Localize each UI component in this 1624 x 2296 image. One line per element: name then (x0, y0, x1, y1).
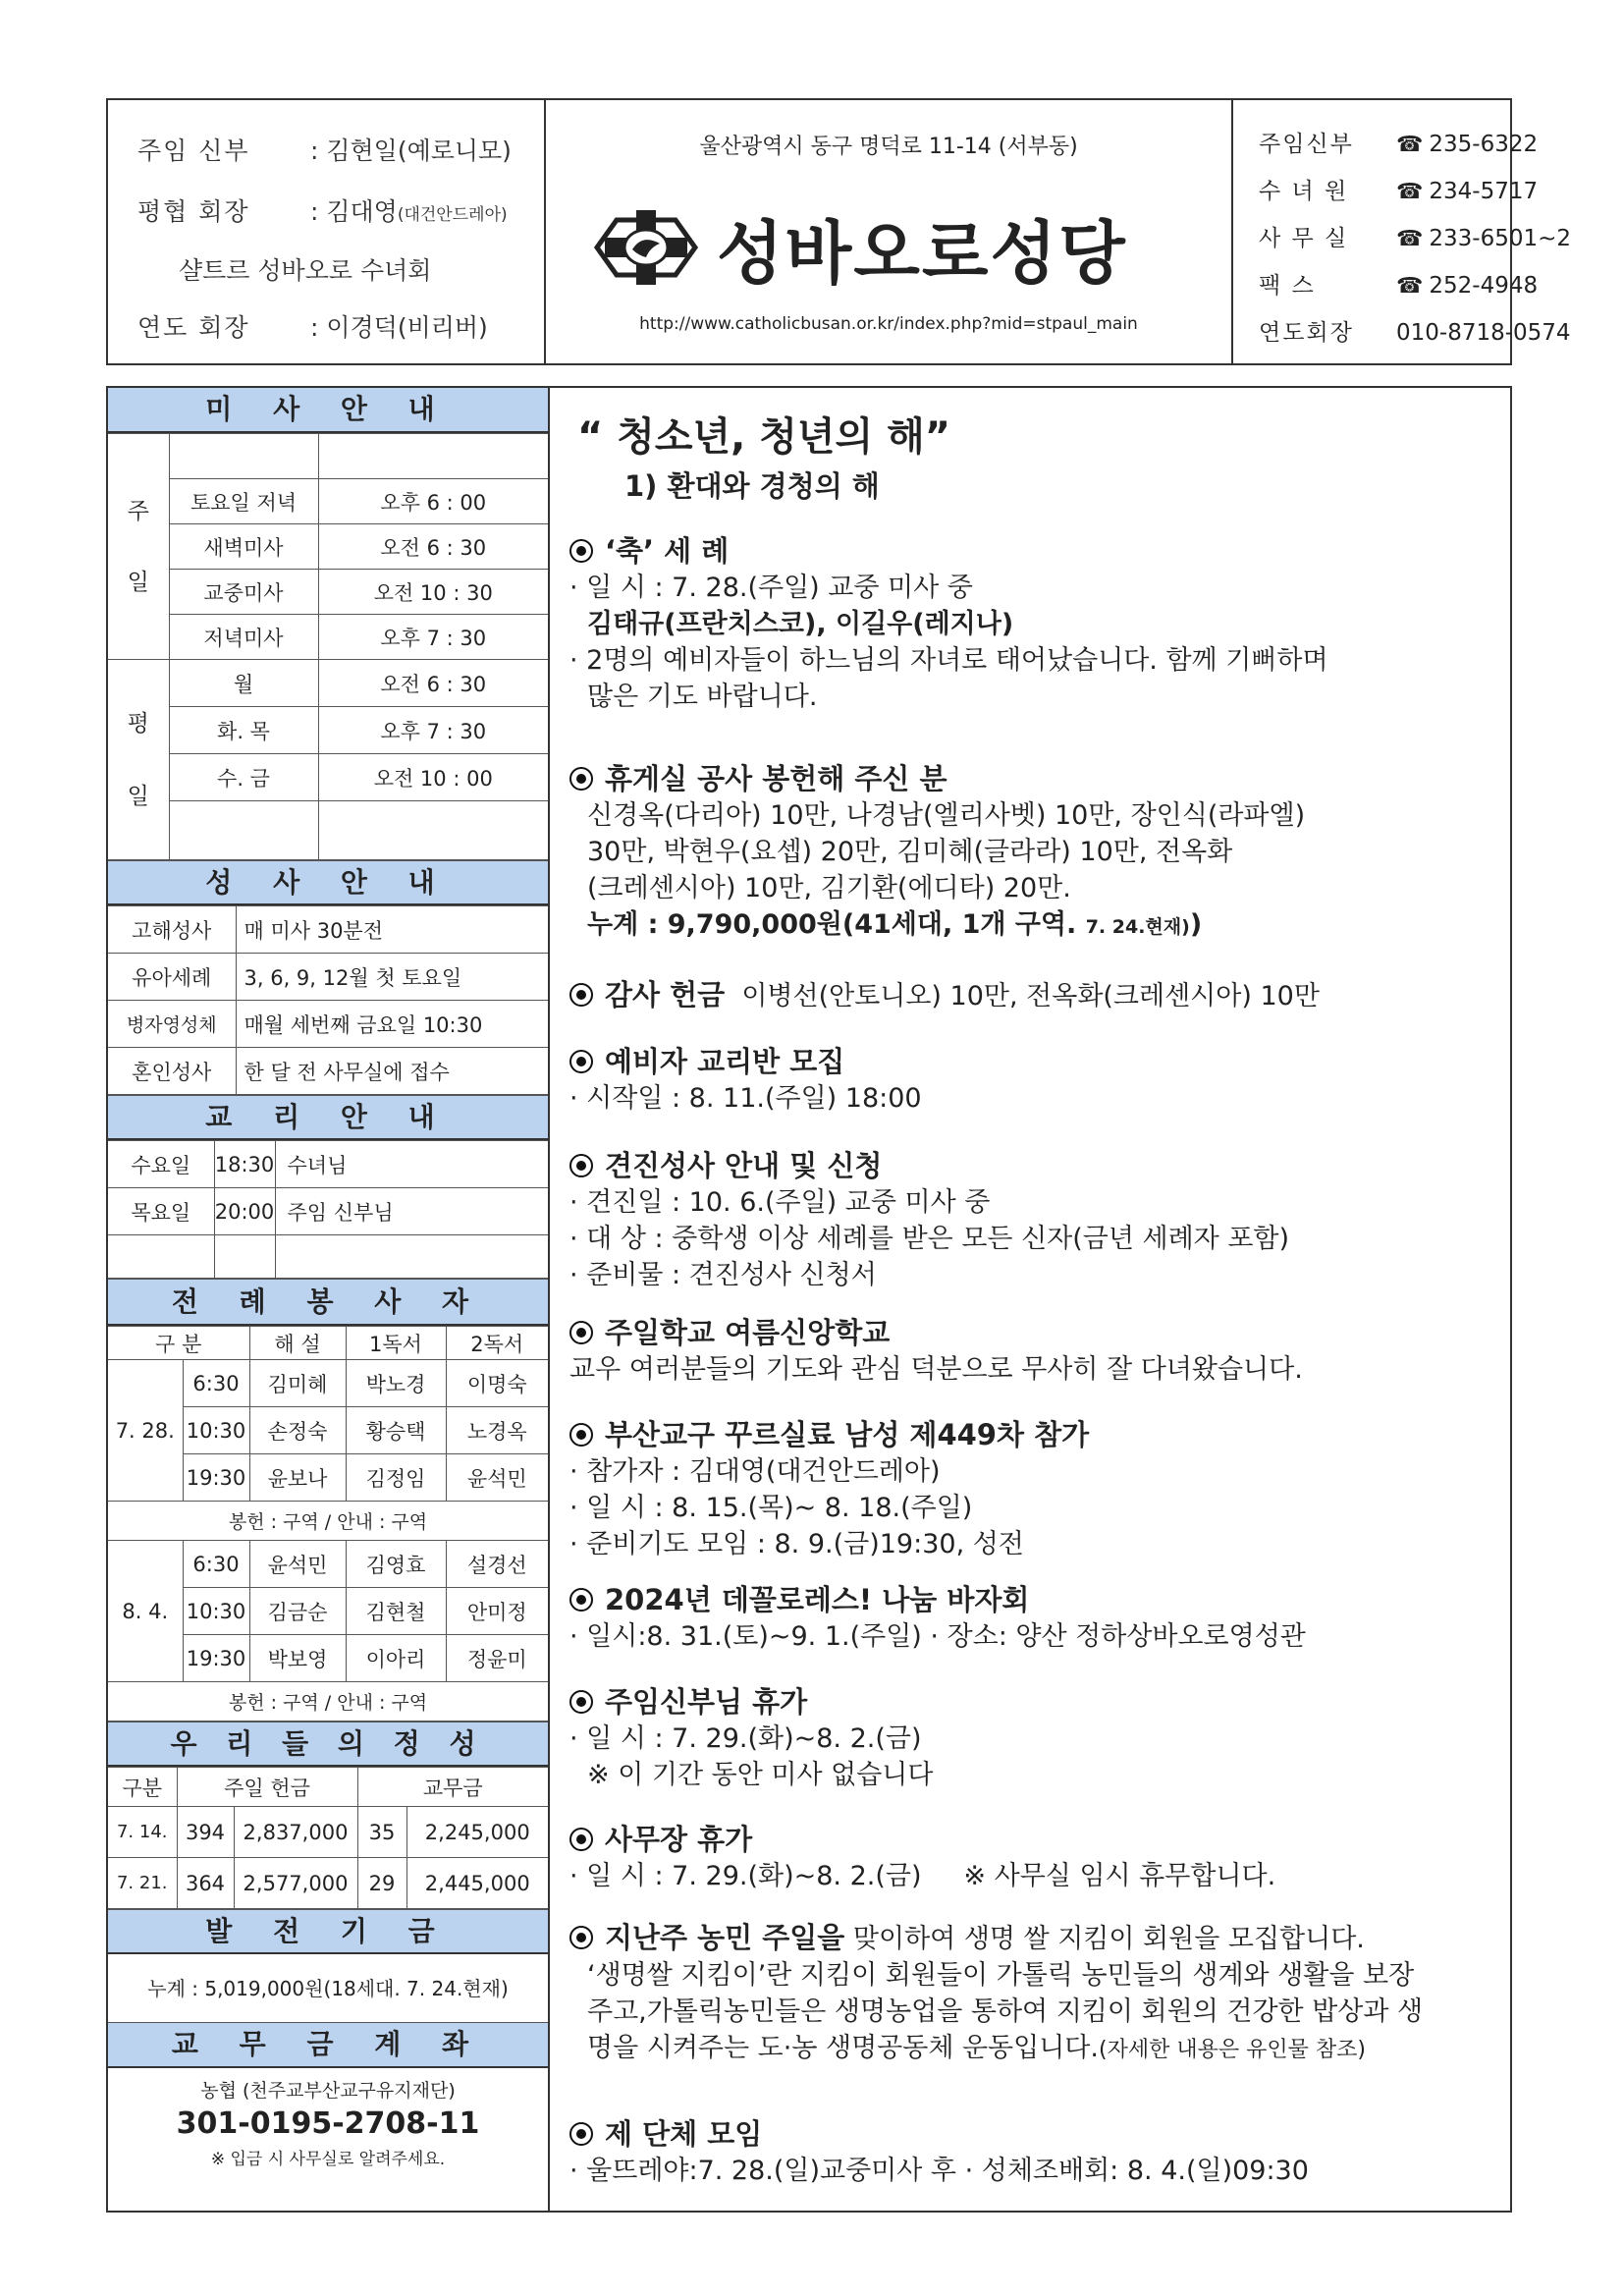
news-thanksgiving: 감사 헌금 이병선(안토니오) 10만, 전옥화(크레센시아) 10만 (569, 977, 1504, 1014)
mass-table: 주 일 토요일 저녁 오후 6 : 00 새벽미사 오전 6 : 30 교중미사 오전 10 : 30 저녁미사 오후 7 : 30 평 일 월 오전 6 : 30 화. 목 오후 7 : 30 수. 금 오전 10 : 00 (108, 433, 548, 860)
news-heading: 주일학교 여름신앙학교 (569, 1315, 1504, 1351)
news-farmers-sunday: 지난주 농민 주일을 맞이하여 생명 쌀 지킴이 회원을 모집합니다. ‘생명쌀 지킴이’란 지킴이 회원들이 가톨릭 농민들의 생계와 생활을 보장 주고,가톨릭농민들은 생명농업을 통하여 지킴이 회원의 건강한 밥상과 생 명을 시켜주는 도·농 생명공동체 운동입니다.(자세한 내용은 유인물 참조) (569, 1920, 1504, 2068)
contact-row: 사 무 실 ☎ 233-6501~2 (1259, 226, 1572, 251)
news-bazaar: 2024년 데꼴로레스! 나눔 바자회 · 일시:8. 31.(토)~9. 1.(주일) · 장소: 양산 정하상바오로영성관 (569, 1582, 1504, 1655)
sacrament-table: 고해성사 매 미사 30분전 유아세례 3, 6, 9, 12월 첫 토요일 병자영성체 매월 세번째 금요일 10:30 혼인성사 한 달 전 사무실에 접수 (108, 905, 548, 1095)
catechism-section-title: 교 리 안 내 (108, 1095, 548, 1140)
bullet-icon (569, 1926, 593, 1949)
staff-row: 평협 회장 : 김대영(대건안드레아) (137, 197, 508, 226)
fund-total: 누계 : 5,019,000원(18세대. 7. 24.현재) (108, 1954, 548, 2023)
phone-icon: ☎ (1396, 180, 1424, 204)
bullet-icon (569, 1588, 593, 1612)
account-note: ※ 입금 시 사무실로 알려주세요. (210, 2150, 446, 2169)
bullet-icon (569, 1423, 593, 1447)
bullet-icon (569, 1050, 593, 1073)
news-confirmation: 견진성사 안내 및 신청 · 견진일 : 10. 6.(주일) 교중 미사 중 · 대 상 : 중학생 이상 세례를 받은 모든 신자(금년 세례자 포함) · 준비물 : 견진성사 신청서 (569, 1148, 1504, 1293)
church-logo (587, 193, 1127, 301)
contact-row: 주임신부 ☎ 235-6322 (1259, 132, 1539, 157)
staff-info (108, 100, 546, 363)
news-catechumen: 예비자 교리반 모집 · 시작일 : 8. 11.(주일) 18:00 (569, 1044, 1504, 1117)
news-heading: 2024년 데꼴로레스! 나눔 바자회 (569, 1582, 1504, 1618)
news-heading: 사무장 휴가 (569, 1822, 1504, 1858)
church-identity (546, 100, 1233, 363)
news-baptism: ‘축’ 세 례 · 일 시 : 7. 28.(주일) 교중 미사 중 김태규(프란치스코), 이길우(레지나) · 2명의 예비자들이 하느님의 자녀로 태어났습니다. 함께 기뻐하며 많은 기도 바랍니다. (569, 533, 1504, 715)
staff-row: 연도 회장 : 이경덕(비리버) (137, 313, 488, 342)
news-column (550, 386, 1512, 2213)
mass-section-title: 미 사 안 내 (108, 388, 548, 433)
bullet-icon (569, 1154, 593, 1177)
sacrament-section-title: 성 사 안 내 (108, 860, 548, 905)
bullet-icon (569, 2122, 593, 2146)
contact-row: 수 녀 원 ☎ 234-5717 (1259, 179, 1539, 204)
phone-icon: ☎ (1396, 274, 1424, 299)
catechism-table: 수요일 18:30 수녀님 목요일 20:00 주임 신부님 (108, 1140, 548, 1279)
contact-row: 연도회장 010-8718-0574 (1259, 320, 1571, 346)
church-address: 울산광역시 동구 명덕로 11-14 (서부동) (699, 135, 1078, 159)
bullet-icon (569, 983, 593, 1007)
news-heading: 견진성사 안내 및 신청 (569, 1148, 1504, 1184)
account-bank: 농협 (천주교부산교구유지재단) (200, 2080, 456, 2102)
contact-row: 팩 스 ☎ 252-4948 (1259, 273, 1539, 299)
news-priest-vacation: 주임신부님 휴가 · 일 시 : 7. 29.(화)~8. 2.(금) ※ 이 기간 동안 미사 없습니다 (569, 1684, 1504, 1793)
bullet-icon (569, 1828, 593, 1851)
bullet-icon (569, 1690, 593, 1714)
news-heading: 휴게실 공사 봉헌해 주신 분 (569, 761, 1504, 797)
news-office-vacation: 사무장 휴가 · 일 시 : 7. 29.(화)~8. 2.(금) ※ 사무실 임시 휴무합니다. (569, 1822, 1504, 1894)
weekday-label: 평 일 (108, 660, 169, 860)
bullet-icon (569, 1321, 593, 1344)
news-heading: 주임신부님 휴가 (569, 1684, 1504, 1721)
fund-section-title: 발 전 기 금 (108, 1909, 548, 1954)
staff-row: 주임 신부 : 김현일(예로니모) (137, 137, 512, 165)
account-section-title: 교 무 금 계 좌 (108, 2023, 548, 2068)
bulletin-header (106, 98, 1572, 365)
offerings-table: 구분 주일 헌금 교무금 7. 14. 394 2,837,000 35 2,245,000 7. 21. 364 2,577,000 29 2,445,000 (108, 1767, 548, 1909)
staff-row: 샬트르 성바오로 수녀회 (179, 256, 432, 285)
news-heading: 제 단체 모임 (569, 2116, 1504, 2153)
contact-list (1233, 100, 1572, 363)
news-sunday-school: 주일학교 여름신앙학교 교우 여러분들의 기도와 관심 덕분으로 무사히 잘 다녀왔습니다. (569, 1315, 1504, 1388)
bullet-icon (569, 767, 593, 791)
year-theme-title: “ 청소년, 청년의 해” (577, 414, 951, 460)
church-name: 성바오로성당 (717, 212, 1127, 294)
bullet-icon (569, 539, 593, 563)
news-lounge-donors: 휴게실 공사 봉헌해 주신 분 신경옥(다리아) 10만, 나경남(엘리사벳) 10만, 장인식(라파엘) 30만, 박현우(요셉) 20만, 김미혜(글라라) 10만, 전옥화 (크레센시아) 10만, 김기환(에디타) 20만. 누계 : 9,790,000원(41세대, 1개 구역. 7. 24.현재)) (569, 761, 1504, 946)
news-group-meetings: 제 단체 모임 · 울뜨레야:7. 28.(일)교중미사 후 · 성체조배회: 8. 4.(일)09:30 (569, 2116, 1504, 2189)
offerings-section-title: 우 리 들 의 정 성 (108, 1722, 548, 1767)
news-cursillo: 부산교구 꾸르실료 남성 제449차 참가 · 참가자 : 김대영(대건안드레아) · 일 시 : 8. 15.(목)~ 8. 18.(주일) · 준비기도 모임 : 8. 9.(금)19:30, 성전 (569, 1417, 1504, 1562)
info-sidebar (106, 386, 550, 2213)
church-url[interactable]: http://www.catholicbusan.or.kr/index.php?mid=stpaul_main (639, 314, 1138, 334)
news-heading: 부산교구 꾸르실료 남성 제449차 참가 (569, 1417, 1504, 1453)
account-number: 301-0195-2708-11 (176, 2106, 480, 2141)
sunday-label: 주 일 (108, 434, 169, 660)
church-emblem-icon (587, 206, 705, 289)
news-heading: ‘축’ 세 례 (569, 533, 1504, 570)
phone-icon: ☎ (1396, 133, 1424, 157)
servers-section-title: 전 례 봉 사 자 (108, 1279, 548, 1326)
news-heading: 예비자 교리반 모집 (569, 1044, 1504, 1080)
servers-table: 구 분 해 설 1독서 2독서 7. 28. 6:30 김미혜 박노경 이명숙 10:30 손정숙 황승택 노경옥 19:30 윤보나 김정임 윤석민 봉헌 : 구역 / 안내 : 구역 8. 4. 6:30 윤석민 김영효 설경선 10:30 김금순 김현철 안미정 19:30 박보영 이아리 정윤미 봉헌 : 구역 / 안내 : 구역 (108, 1326, 548, 1722)
year-theme-subtitle: 1) 환대와 경청의 해 (624, 469, 880, 503)
phone-icon: ☎ (1396, 227, 1424, 251)
